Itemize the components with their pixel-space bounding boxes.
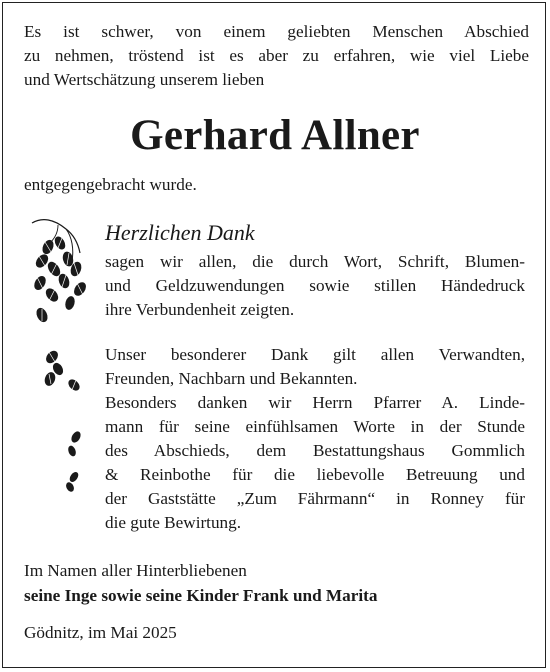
paragraph-line: die gute Bewirtung. (105, 513, 242, 532)
paragraph-line: Freunden, Nachbarn und Bekannten. (105, 369, 358, 388)
paragraph-line: und Geldzuwendungen sowie stillen Händedruck (105, 276, 525, 295)
paragraph-line: des Abschieds, dem Bestattungshaus Gommlich (105, 441, 525, 460)
closing-line: Im Namen aller Hinterbliebenen (24, 561, 247, 580)
paragraph-line: Unser besonderer Dank gilt allen Verwandten, (105, 345, 525, 364)
family-signature: seine Inge sowie seine Kinder Frank und Marita (24, 586, 378, 605)
intro-end: entgegengebracht wurde. (24, 175, 197, 194)
thanks-paragraph (105, 250, 525, 322)
paragraph-line: Besonders danken wir Herrn Pfarrer A. Linde- (105, 393, 525, 412)
intro-line: und Wertschätzung unserem lieben (24, 70, 265, 89)
intro-line: zu nehmen, tröstend ist es aber zu erfahren, wie viel Liebe (24, 46, 529, 65)
deceased-name: Gerhard Allner (130, 112, 420, 159)
intro-line: Es ist schwer, von einem geliebten Menschen Abschied (24, 22, 529, 41)
paragraph-line: der Gaststätte „Zum Fährmann“ in Ronney für (105, 489, 525, 508)
paragraph-line: sagen wir allen, die durch Wort, Schrift, Blumen- (105, 252, 525, 271)
paragraph-line: ihre Verbundenheit zeigten. (105, 300, 295, 319)
paragraph-line: mann für seine einfühlsamen Worte in der Stunde (105, 417, 525, 436)
special-thanks-paragraph (105, 343, 525, 535)
place-date: Gödnitz, im Mai 2025 (24, 623, 177, 642)
intro-text (24, 20, 529, 92)
paragraph-line: & Reinbothe für die liebevolle Betreuung und (105, 465, 525, 484)
thanks-heading: Herzlichen Dank (105, 220, 255, 245)
falling-leaves-icon (28, 215, 108, 505)
